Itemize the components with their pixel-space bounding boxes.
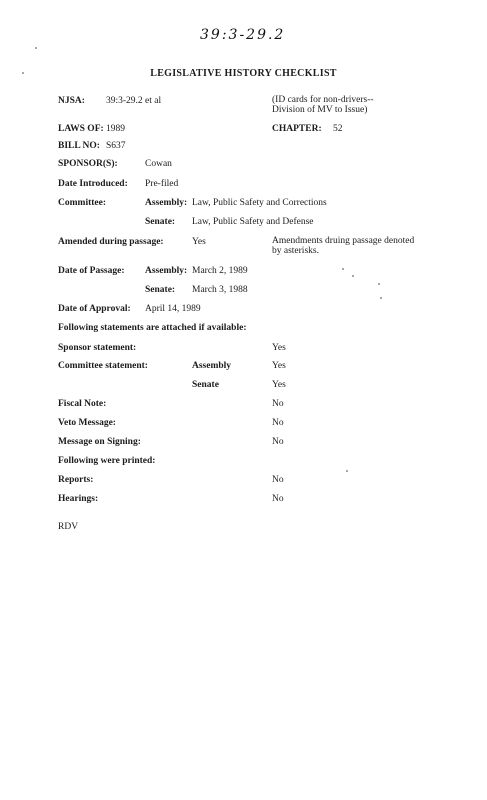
- date-introduced-label: Date Introduced:: [58, 179, 128, 189]
- date-of-approval-label: Date of Approval:: [58, 304, 131, 314]
- date-of-passage-label: Date of Passage:: [58, 266, 125, 276]
- njsa-label: NJSA:: [58, 96, 85, 106]
- initials: RDV: [58, 522, 79, 532]
- bill-no-label: BILL NO:: [58, 141, 100, 151]
- laws-of-label: LAWS OF:: [58, 124, 104, 134]
- hearings-value: No: [272, 494, 284, 504]
- scan-speck: [380, 297, 382, 299]
- date-of-approval-value: April 14, 1989: [145, 304, 201, 314]
- laws-of-value: 1989: [106, 124, 125, 134]
- committee-senate-label: Senate:: [145, 217, 176, 227]
- sponsor-statement-label: Sponsor statement:: [58, 343, 137, 353]
- fiscal-note-value: No: [272, 399, 284, 409]
- veto-message-value: No: [272, 418, 284, 428]
- committee-statement-label: Committee statement:: [58, 361, 148, 371]
- following-attached-heading: Following statements are attached if available:: [58, 323, 247, 333]
- message-on-signing-label: Message on Signing:: [58, 437, 141, 447]
- committee-statement-senate-label: Senate: [192, 380, 219, 390]
- hearings-label: Hearings:: [58, 494, 99, 504]
- date-introduced-value: Pre-filed: [145, 179, 179, 189]
- bill-no-value: S637: [106, 141, 126, 151]
- njsa-value: 39:3-29.2 et al: [106, 96, 162, 106]
- committee-statement-assembly-label: Assembly: [192, 361, 232, 371]
- sponsors-label: SPONSOR(S):: [58, 159, 118, 169]
- chapter-label: CHAPTER:: [272, 124, 322, 134]
- scan-speck: [35, 47, 37, 49]
- following-printed-heading: Following were printed:: [58, 456, 156, 466]
- committee-assembly-value: Law, Public Safety and Corrections: [192, 198, 327, 208]
- sponsors-value: Cowan: [145, 159, 172, 169]
- sponsor-statement-value: Yes: [272, 343, 286, 353]
- scan-speck: [342, 268, 344, 270]
- committee-senate-value: Law, Public Safety and Defense: [192, 217, 314, 227]
- veto-message-label: Veto Message:: [58, 418, 116, 428]
- committee-statement-assembly-value: Yes: [272, 361, 286, 371]
- committee-assembly-label: Assembly:: [145, 198, 188, 208]
- amended-label: Amended during passage:: [58, 237, 164, 247]
- passage-senate-value: March 3, 1988: [192, 285, 248, 295]
- fiscal-note-label: Fiscal Note:: [58, 399, 107, 409]
- message-on-signing-value: No: [272, 437, 284, 447]
- chapter-value: 52: [333, 124, 343, 134]
- passage-assembly-value: March 2, 1989: [192, 266, 248, 276]
- scan-speck: [346, 470, 348, 472]
- scan-speck: [352, 275, 354, 277]
- committee-statement-senate-value: Yes: [272, 380, 286, 390]
- reports-label: Reports:: [58, 475, 94, 485]
- amended-note-line2: by asterisks.: [272, 246, 319, 256]
- page-title: LEGISLATIVE HISTORY CHECKLIST: [150, 68, 337, 79]
- njsa-note-line2: Division of MV to Issue): [272, 105, 368, 115]
- njsa-note-line1: (ID cards for non-drivers--: [272, 95, 374, 105]
- scan-speck: [378, 283, 380, 285]
- amended-value: Yes: [192, 237, 206, 247]
- amended-note-line1: Amendments druing passage denoted: [272, 236, 415, 246]
- passage-assembly-label: Assembly:: [145, 266, 188, 276]
- passage-senate-label: Senate:: [145, 285, 176, 295]
- committee-label: Committee:: [58, 198, 107, 208]
- scan-speck: [22, 72, 24, 74]
- handwritten-statute-reference: 39:3-29.2: [200, 27, 286, 43]
- reports-value: No: [272, 475, 284, 485]
